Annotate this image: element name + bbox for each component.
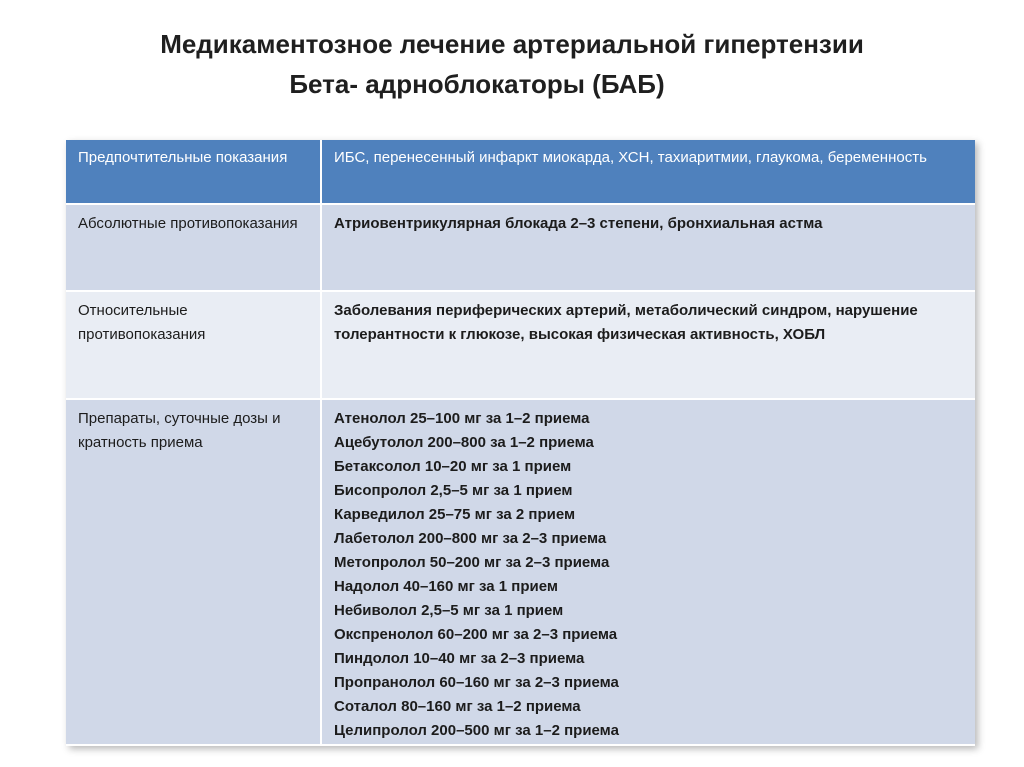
drug-item: Ацебутолол 200–800 за 1–2 приема [334,434,594,451]
drug-item: Карведилол 25–75 мг за 2 прием [334,506,576,523]
title-line-1: Медикаментозное лечение артериальной гипертензии [160,29,864,59]
row-value-cell: Атриовентрикулярная блокада 2–3 степени, бронхиальная астма [321,204,975,291]
title-line-2: Бета- адрноблокаторы (БАБ) [289,69,665,99]
drug-item: Бисопролол 2,5–5 мг за 1 прием [334,482,573,499]
row-label-cell: Относительные противопоказания [66,291,321,399]
table-row-relative-contraindications [66,291,975,399]
row-value-cell: Заболевания периферических артерий, метаболический синдром, нарушение толерантности к глюкозе, высокая физическая активность, ХОБЛ [321,291,975,399]
table-header-row [66,140,975,204]
beta-blockers-table [66,140,975,746]
drug-item: Лабетолол 200–800 мг за 2–3 приема [334,530,607,547]
drug-item: Небиволол 2,5–5 мг за 1 прием [334,602,564,619]
drug-item: Надолол 40–160 мг за 1 прием [334,578,558,595]
drug-item: Целипролол 200–500 мг за 1–2 приема [334,722,619,739]
drug-list-cell [321,399,975,745]
drug-item: Пиндолол 10–40 мг за 2–3 приема [334,650,585,667]
drug-item: Соталол 80–160 мг за 1–2 приема [334,698,581,715]
table-row-absolute-contraindications [66,204,975,291]
drug-item: Бетаксолол 10–20 мг за 1 прием [334,458,572,475]
slide-title [0,24,1024,104]
row-label-cell: Препараты, суточные дозы и кратность приема [66,399,321,745]
row-label-cell: Абсолютные противопоказания [66,204,321,291]
drug-item: Метопролол 50–200 мг за 2–3 приема [334,554,610,571]
table-row-drugs [66,399,975,745]
header-value-cell: ИБС, перенесенный инфаркт миокарда, ХСН, тахиаритмии, глаукома, беременность [321,140,975,204]
drug-item: Окспренолол 60–200 мг за 2–3 приема [334,626,618,643]
drug-item: Атенолол 25–100 мг за 1–2 приема [334,410,590,427]
header-label-cell: Предпочтительные показания [66,140,321,204]
drug-item: Пропранолол 60–160 мг за 2–3 приема [334,674,619,691]
